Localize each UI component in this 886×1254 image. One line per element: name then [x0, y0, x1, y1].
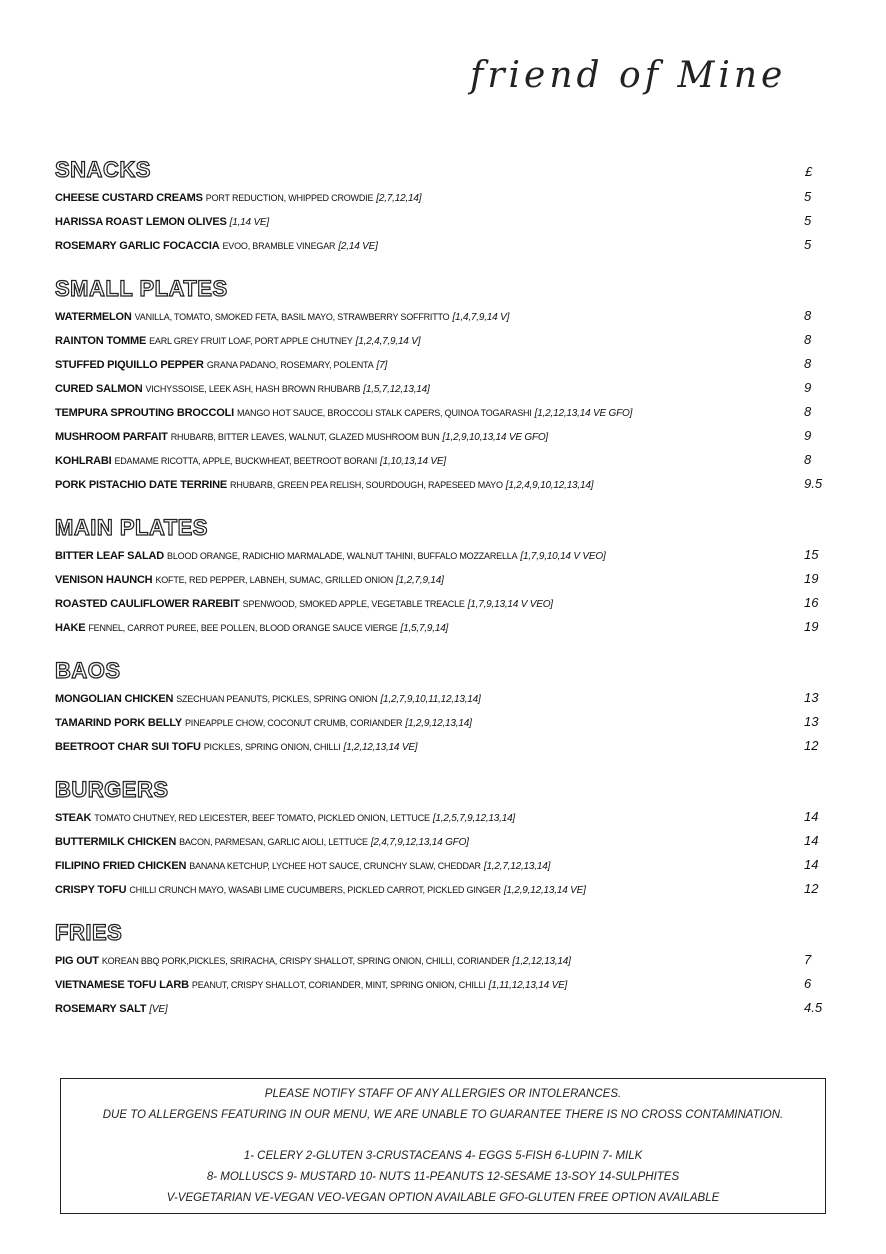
item-name: BUTTERMILK CHICKEN	[55, 836, 177, 848]
menu-item	[55, 448, 835, 472]
item-price: 8	[804, 332, 812, 347]
menu-item	[55, 710, 835, 734]
item-name: BEETROOT CHAR SUI TOFU	[55, 741, 201, 753]
item-description: KOFTE, RED PEPPER, LABNEH, SUMAC, GRILLED ONION	[155, 575, 394, 585]
item-allergens: [1,10,13,14 VE]	[380, 456, 446, 467]
item-name: STUFFED PIQUILLO PEPPER	[55, 359, 204, 371]
item-allergens: [1,2,7,12,13,14]	[483, 861, 551, 872]
item-price: 12	[804, 881, 819, 896]
item-description: BLOOD ORANGE, RADICHIO MARMALADE, WALNUT TAHINI, BUFFALO MOZZARELLA	[167, 551, 518, 561]
menu-item	[55, 424, 835, 448]
item-description: RHUBARB, GREEN PEA RELISH, SOURDOUGH, RAPESEED MAYO	[230, 480, 503, 490]
allergen-key: 1- CELERY 2-GLUTEN 3-CRUSTACEANS 4- EGGS 5-FISH 6-LUPIN 7- MILK	[243, 1150, 643, 1162]
menu-item	[55, 472, 835, 496]
item-description: PINEAPPLE CHOW, COCONUT CRUMB, CORIANDER	[184, 718, 403, 728]
section-title: MAIN PLATES	[55, 515, 208, 540]
section-header	[55, 513, 835, 543]
item-description: VANILLA, TOMATO, SMOKED FETA, BASIL MAYO, STRAWBERRY SOFFRITTO	[134, 312, 450, 322]
menu-section-snacks	[55, 155, 835, 257]
item-name: KOHLRABI	[55, 455, 112, 467]
notice-line: DUE TO ALLERGENS FEATURING IN OUR MENU, WE ARE UNABLE TO GUARANTEE THERE IS NO CROSS CONTAMINATION.	[102, 1109, 784, 1121]
item-description: CHILLI CRUNCH MAYO, WASABI LIME CUCUMBERS, PICKLED CARROT, PICKLED GINGER	[129, 885, 501, 895]
section-header	[55, 656, 835, 686]
item-description: VICHYSSOISE, LEEK ASH, HASH BROWN RHUBARB	[145, 384, 361, 394]
menu-section-burgers	[55, 775, 835, 901]
menu-item	[55, 328, 835, 352]
item-price: 9	[804, 380, 812, 395]
section-header	[55, 775, 835, 805]
item-allergens: [1,2,4,9,10,12,13,14]	[505, 480, 594, 491]
item-price: 12	[804, 738, 819, 753]
menu-item	[55, 996, 835, 1020]
item-name: ROSEMARY SALT	[55, 1003, 147, 1015]
menu-item	[55, 304, 835, 328]
menu-item	[55, 543, 835, 567]
allergy-notice	[60, 1078, 826, 1214]
item-name: PORK PISTACHIO DATE TERRINE	[55, 479, 228, 491]
item-name: VENISON HAUNCH	[55, 574, 153, 586]
item-name: VIETNAMESE TOFU LARB	[55, 979, 189, 991]
brand-logo: friend of Mine	[470, 55, 787, 96]
item-description: BACON, PARMESAN, GARLIC AIOLI, LETTUCE	[179, 837, 368, 847]
item-allergens: [1,2,4,7,9,14 V]	[355, 336, 421, 347]
item-name: WATERMELON	[55, 311, 132, 323]
menu	[55, 155, 835, 1037]
item-name: ROSEMARY GARLIC FOCACCIA	[55, 240, 220, 252]
item-name: CRISPY TOFU	[55, 884, 127, 896]
item-allergens: [1,11,12,13,14 VE]	[488, 980, 568, 991]
item-allergens: [1,2,7,9,14]	[396, 575, 444, 586]
menu-item	[55, 400, 835, 424]
menu-section-small-plates	[55, 274, 835, 496]
allergen-key: 8- MOLLUSCS 9- MUSTARD 10- NUTS 11-PEANUTS 12-SESAME 13-SOY 14-SULPHITES	[206, 1171, 680, 1183]
item-price: 9.5	[804, 476, 823, 491]
item-price: 14	[804, 809, 819, 824]
item-name: HAKE	[55, 622, 86, 634]
menu-item	[55, 734, 835, 758]
menu-item	[55, 185, 835, 209]
item-name: CURED SALMON	[55, 383, 143, 395]
item-name: BITTER LEAF SALAD	[55, 550, 165, 562]
menu-item	[55, 805, 835, 829]
item-description: RHUBARB, BITTER LEAVES, WALNUT, GLAZED MUSHROOM BUN	[170, 432, 440, 442]
item-price: 5	[804, 189, 812, 204]
item-description: BANANA KETCHUP, LYCHEE HOT SAUCE, CRUNCHY SLAW, CHEDDAR	[189, 861, 481, 871]
item-price: 14	[804, 833, 819, 848]
currency-symbol: £	[805, 164, 813, 179]
menu-section-fries	[55, 918, 835, 1020]
item-allergens: [1,2,12,13,14]	[512, 956, 571, 967]
item-allergens: [1,2,12,13,14 VE]	[343, 742, 418, 753]
item-price: 16	[804, 595, 819, 610]
item-description: EARL GREY FRUIT LOAF, PORT APPLE CHUTNEY	[149, 336, 353, 346]
menu-section-main-plates	[55, 513, 835, 639]
item-price: 14	[804, 857, 819, 872]
item-allergens: [1,2,12,13,14 VE GFO]	[534, 408, 633, 419]
item-name: TEMPURA SPROUTING BROCCOLI	[55, 407, 234, 419]
item-allergens: [1,14 VE]	[229, 217, 269, 228]
item-description: SPENWOOD, SMOKED APPLE, VEGETABLE TREACLE	[242, 599, 465, 609]
item-description: SZECHUAN PEANUTS, PICKLES, SPRING ONION	[176, 694, 378, 704]
section-title: BAOS	[55, 658, 121, 683]
item-price: 8	[804, 308, 812, 323]
section-title: FRIES	[55, 920, 123, 945]
item-description: GRANA PADANO, ROSEMARY, POLENTA	[206, 360, 374, 370]
item-allergens: [7]	[376, 360, 388, 371]
item-allergens: [1,4,7,9,14 V]	[452, 312, 510, 323]
item-description: PICKLES, SPRING ONION, CHILLI	[203, 742, 341, 752]
menu-item	[55, 972, 835, 996]
item-allergens: [1,2,7,9,10,11,12,13,14]	[380, 694, 481, 705]
menu-section-baos	[55, 656, 835, 758]
notice-line: PLEASE NOTIFY STAFF OF ANY ALLERGIES OR INTOLERANCES.	[264, 1088, 622, 1100]
diet-key: V-VEGETARIAN VE-VEGAN VEO-VEGAN OPTION AVAILABLE GFO-GLUTEN FREE OPTION AVAILABLE	[166, 1192, 720, 1204]
menu-item	[55, 591, 835, 615]
item-price: 7	[804, 952, 812, 967]
item-description: EDAMAME RICOTTA, APPLE, BUCKWHEAT, BEETROOT BORANI	[114, 456, 377, 466]
item-allergens: [1,2,9,10,13,14 VE GFO]	[442, 432, 549, 443]
item-name: HARISSA ROAST LEMON OLIVES	[55, 216, 227, 228]
item-price: 8	[804, 452, 812, 467]
section-title: SMALL PLATES	[55, 276, 228, 301]
item-allergens: [1,5,7,12,13,14]	[363, 384, 430, 395]
menu-item	[55, 877, 835, 901]
item-price: 8	[804, 356, 812, 371]
section-header	[55, 155, 835, 185]
menu-item	[55, 567, 835, 591]
menu-item	[55, 209, 835, 233]
item-name: TAMARIND PORK BELLY	[55, 717, 182, 729]
item-price: 19	[804, 619, 819, 634]
section-title: BURGERS	[55, 777, 169, 802]
item-description: MANGO HOT SAUCE, BROCCOLI STALK CAPERS, QUINOA TOGARASHI	[236, 408, 532, 418]
item-name: CHEESE CUSTARD CREAMS	[55, 192, 203, 204]
item-description: TOMATO CHUTNEY, RED LEICESTER, BEEF TOMATO, PICKLED ONION, LETTUCE	[94, 813, 430, 823]
section-header	[55, 274, 835, 304]
menu-item	[55, 352, 835, 376]
item-price: 13	[804, 714, 819, 729]
menu-item	[55, 853, 835, 877]
section-title: SNACKS	[55, 157, 151, 182]
item-price: 19	[804, 571, 819, 586]
item-allergens: [1,2,9,12,13,14 VE]	[503, 885, 586, 896]
item-name: MONGOLIAN CHICKEN	[55, 693, 174, 705]
item-price: 5	[804, 237, 812, 252]
menu-item	[55, 615, 835, 639]
item-name: MUSHROOM PARFAIT	[55, 431, 168, 443]
item-name: ROASTED CAULIFLOWER RAREBIT	[55, 598, 240, 610]
item-description: PORT REDUCTION, WHIPPED CROWDIE	[205, 193, 374, 203]
menu-item	[55, 233, 835, 257]
item-description: FENNEL, CARROT PUREE, BEE POLLEN, BLOOD ORANGE SAUCE VIERGE	[88, 623, 398, 633]
item-allergens: [2,4,7,9,12,13,14 GFO]	[370, 837, 469, 848]
item-allergens: [VE]	[149, 1004, 168, 1015]
item-description: KOREAN BBQ PORK,PICKLES, SRIRACHA, CRISPY SHALLOT, SPRING ONION, CHILLI, CORIANDER	[101, 956, 510, 966]
menu-item	[55, 376, 835, 400]
item-price: 8	[804, 404, 812, 419]
item-allergens: [2,7,12,14]	[376, 193, 422, 204]
menu-item	[55, 686, 835, 710]
item-price: 5	[804, 213, 812, 228]
item-price: 4.5	[804, 1000, 823, 1015]
item-allergens: [1,7,9,13,14 V VEO]	[467, 599, 553, 610]
item-price: 13	[804, 690, 819, 705]
item-allergens: [1,2,5,7,9,12,13,14]	[432, 813, 516, 824]
item-name: PIG OUT	[55, 955, 99, 967]
item-name: RAINTON TOMME	[55, 335, 147, 347]
item-allergens: [1,5,7,9,14]	[400, 623, 449, 634]
section-header	[55, 918, 835, 948]
item-allergens: [2,14 VE]	[338, 241, 378, 252]
item-description: PEANUT, CRISPY SHALLOT, CORIANDER, MINT, SPRING ONION, CHILLI	[191, 980, 486, 990]
item-price: 15	[804, 547, 819, 562]
item-name: STEAK	[55, 812, 92, 824]
item-name: FILIPINO FRIED CHICKEN	[55, 860, 187, 872]
item-allergens: [1,2,9,12,13,14]	[405, 718, 472, 729]
menu-item	[55, 948, 835, 972]
item-description: EVOO, BRAMBLE VINEGAR	[222, 241, 336, 251]
item-allergens: [1,7,9,10,14 V VEO]	[520, 551, 606, 562]
item-price: 9	[804, 428, 812, 443]
item-price: 6	[804, 976, 812, 991]
menu-item	[55, 829, 835, 853]
